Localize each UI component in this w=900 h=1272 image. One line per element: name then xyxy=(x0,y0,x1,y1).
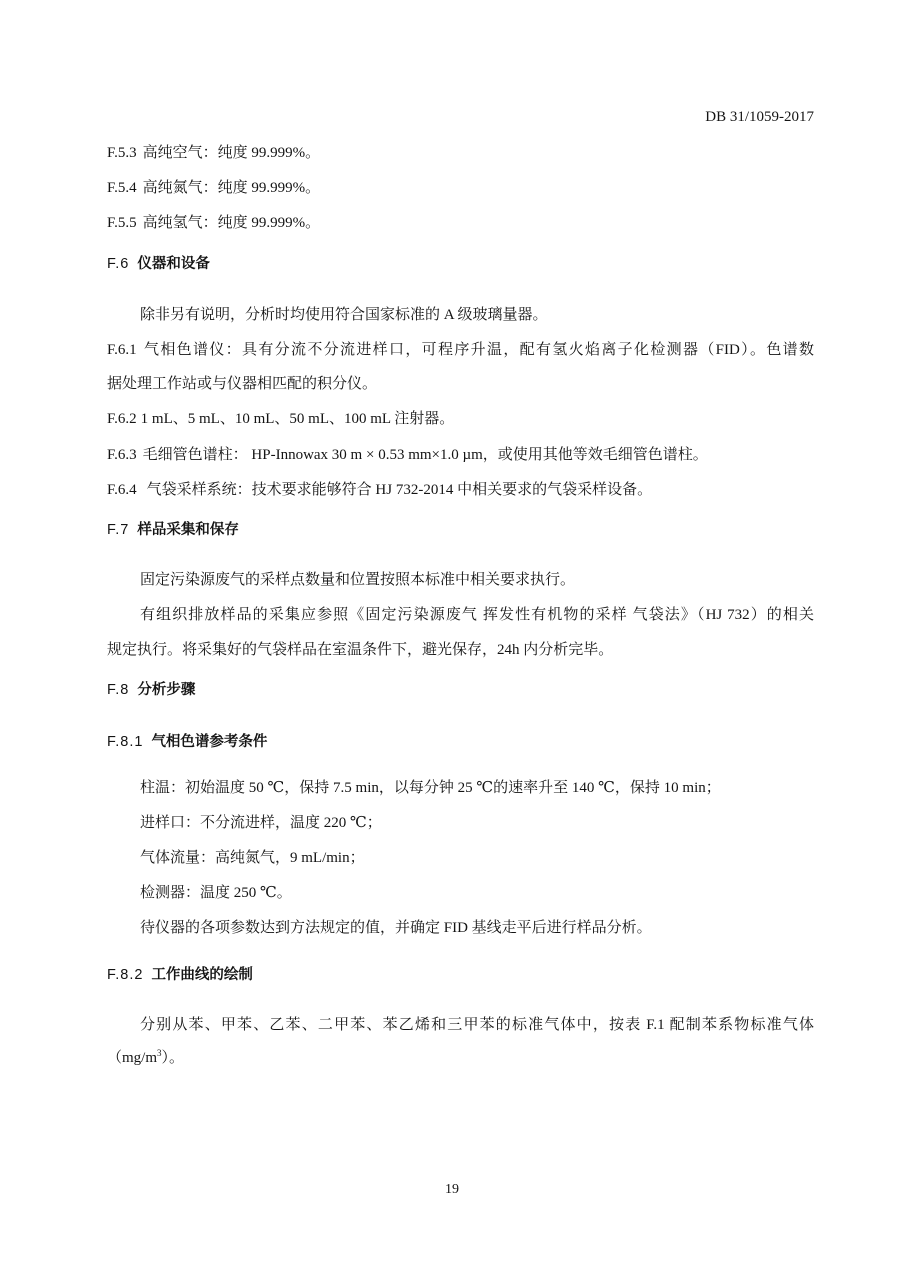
clause-number: F.6.1 xyxy=(107,342,137,358)
clause-f6-4 xyxy=(107,480,652,500)
section-number: F.8.2 xyxy=(107,967,144,983)
clause-number: F.5.3 xyxy=(107,145,137,161)
clause-number: F.5.4 xyxy=(107,180,137,196)
section-number: F.7 xyxy=(107,522,130,538)
clause-text: 毛细管色谱柱： HP-Innowax 30 m × 0.53 mm×1.0 µm，或使用其他等效毛细管色谱柱。 xyxy=(142,447,708,463)
paragraph-f6-intro: 除非另有说明，分析时均使用符合国家标准的 A 级玻璃量器。 xyxy=(140,307,548,323)
paragraph-f7-2-continued: 规定执行。将采集好的气袋样品在室温条件下，避光保存，24h 内分析完毕。 xyxy=(107,642,614,658)
clause-text: 高纯氢气：纯度 99.999%。 xyxy=(142,215,321,231)
section-heading-f7 xyxy=(107,520,239,540)
section-heading-f8 xyxy=(107,680,195,700)
section-heading-f6 xyxy=(107,254,210,274)
clause-f5-5 xyxy=(107,213,320,233)
condition-detector: 检测器：温度 250 ℃。 xyxy=(140,885,292,901)
clause-number: F.6.4 xyxy=(107,482,137,498)
section-title: 分析步骤 xyxy=(137,682,196,698)
condition-column-temperature: 柱温：初始温度 50 ℃，保持 7.5 min，以每分钟 25 ℃的速率升至 140 ℃，保持 10 min； xyxy=(140,780,721,796)
section-title: 气相色谱参考条件 xyxy=(151,734,268,750)
section-title: 仪器和设备 xyxy=(137,256,210,272)
paragraph-f7-2: 有组织排放样品的采集应参照《固定污染源废气 挥发性有机物的采样 气袋法》（HJ 732）的相关 xyxy=(140,607,814,623)
paragraph-f8-2-unit xyxy=(107,1048,184,1068)
paragraph-f7-1: 固定污染源废气的采样点数量和位置按照本标准中相关要求执行。 xyxy=(140,572,576,588)
clause-f6-3 xyxy=(107,445,708,465)
clause-text: 高纯氮气：纯度 99.999%。 xyxy=(142,180,321,196)
clause-text: 气袋采样系统：技术要求能够符合 HJ 732-2014 中相关要求的气袋采样设备。 xyxy=(146,482,653,498)
clause-f5-4 xyxy=(107,178,320,198)
section-heading-f8-1 xyxy=(107,732,267,752)
clause-number: F.5.5 xyxy=(107,215,137,231)
condition-injector: 进样口：不分流进样，温度 220 ℃； xyxy=(140,815,382,831)
clause-f6-1 xyxy=(107,340,814,360)
section-title: 工作曲线的绘制 xyxy=(151,967,253,983)
clause-text: 1 mL、5 mL、10 mL、50 mL、100 mL 注射器。 xyxy=(140,411,455,427)
clause-f6-1-continued: 据处理工作站或与仪器相匹配的积分仪。 xyxy=(107,376,378,392)
clause-text: 高纯空气：纯度 99.999%。 xyxy=(142,145,321,161)
unit-exponent: 3 xyxy=(157,1048,162,1058)
clause-f5-3 xyxy=(107,143,320,163)
clause-text: 气相色谱仪：具有分流不分流进样口，可程序升温，配有氢火焰离子化检测器（FID）。色谱数 xyxy=(142,342,814,358)
paragraph-f8-2: 分别从苯、甲苯、乙苯、二甲苯、苯乙烯和三甲苯的标准气体中，按表 F.1 配制苯系物标准气体 xyxy=(140,1017,814,1033)
section-number: F.8 xyxy=(107,682,130,698)
section-number: F.6 xyxy=(107,256,130,272)
clause-number: F.6.3 xyxy=(107,447,137,463)
clause-f6-2 xyxy=(107,409,454,429)
section-title: 样品采集和保存 xyxy=(137,522,239,538)
page-number: 19 xyxy=(445,1182,459,1197)
clause-number: F.6.2 xyxy=(107,411,137,427)
section-number: F.8.1 xyxy=(107,734,144,750)
paragraph-f8-1-note: 待仪器的各项参数达到方法规定的值，并确定 FID 基线走平后进行样品分析。 xyxy=(140,920,652,936)
unit-suffix: ）。 xyxy=(161,1050,185,1066)
standard-number: DB 31/1059-2017 xyxy=(705,109,814,125)
unit-prefix: （mg/m xyxy=(107,1050,158,1066)
condition-gas-flow: 气体流量：高纯氮气，9 mL/min； xyxy=(140,850,365,866)
section-heading-f8-2 xyxy=(107,965,253,985)
